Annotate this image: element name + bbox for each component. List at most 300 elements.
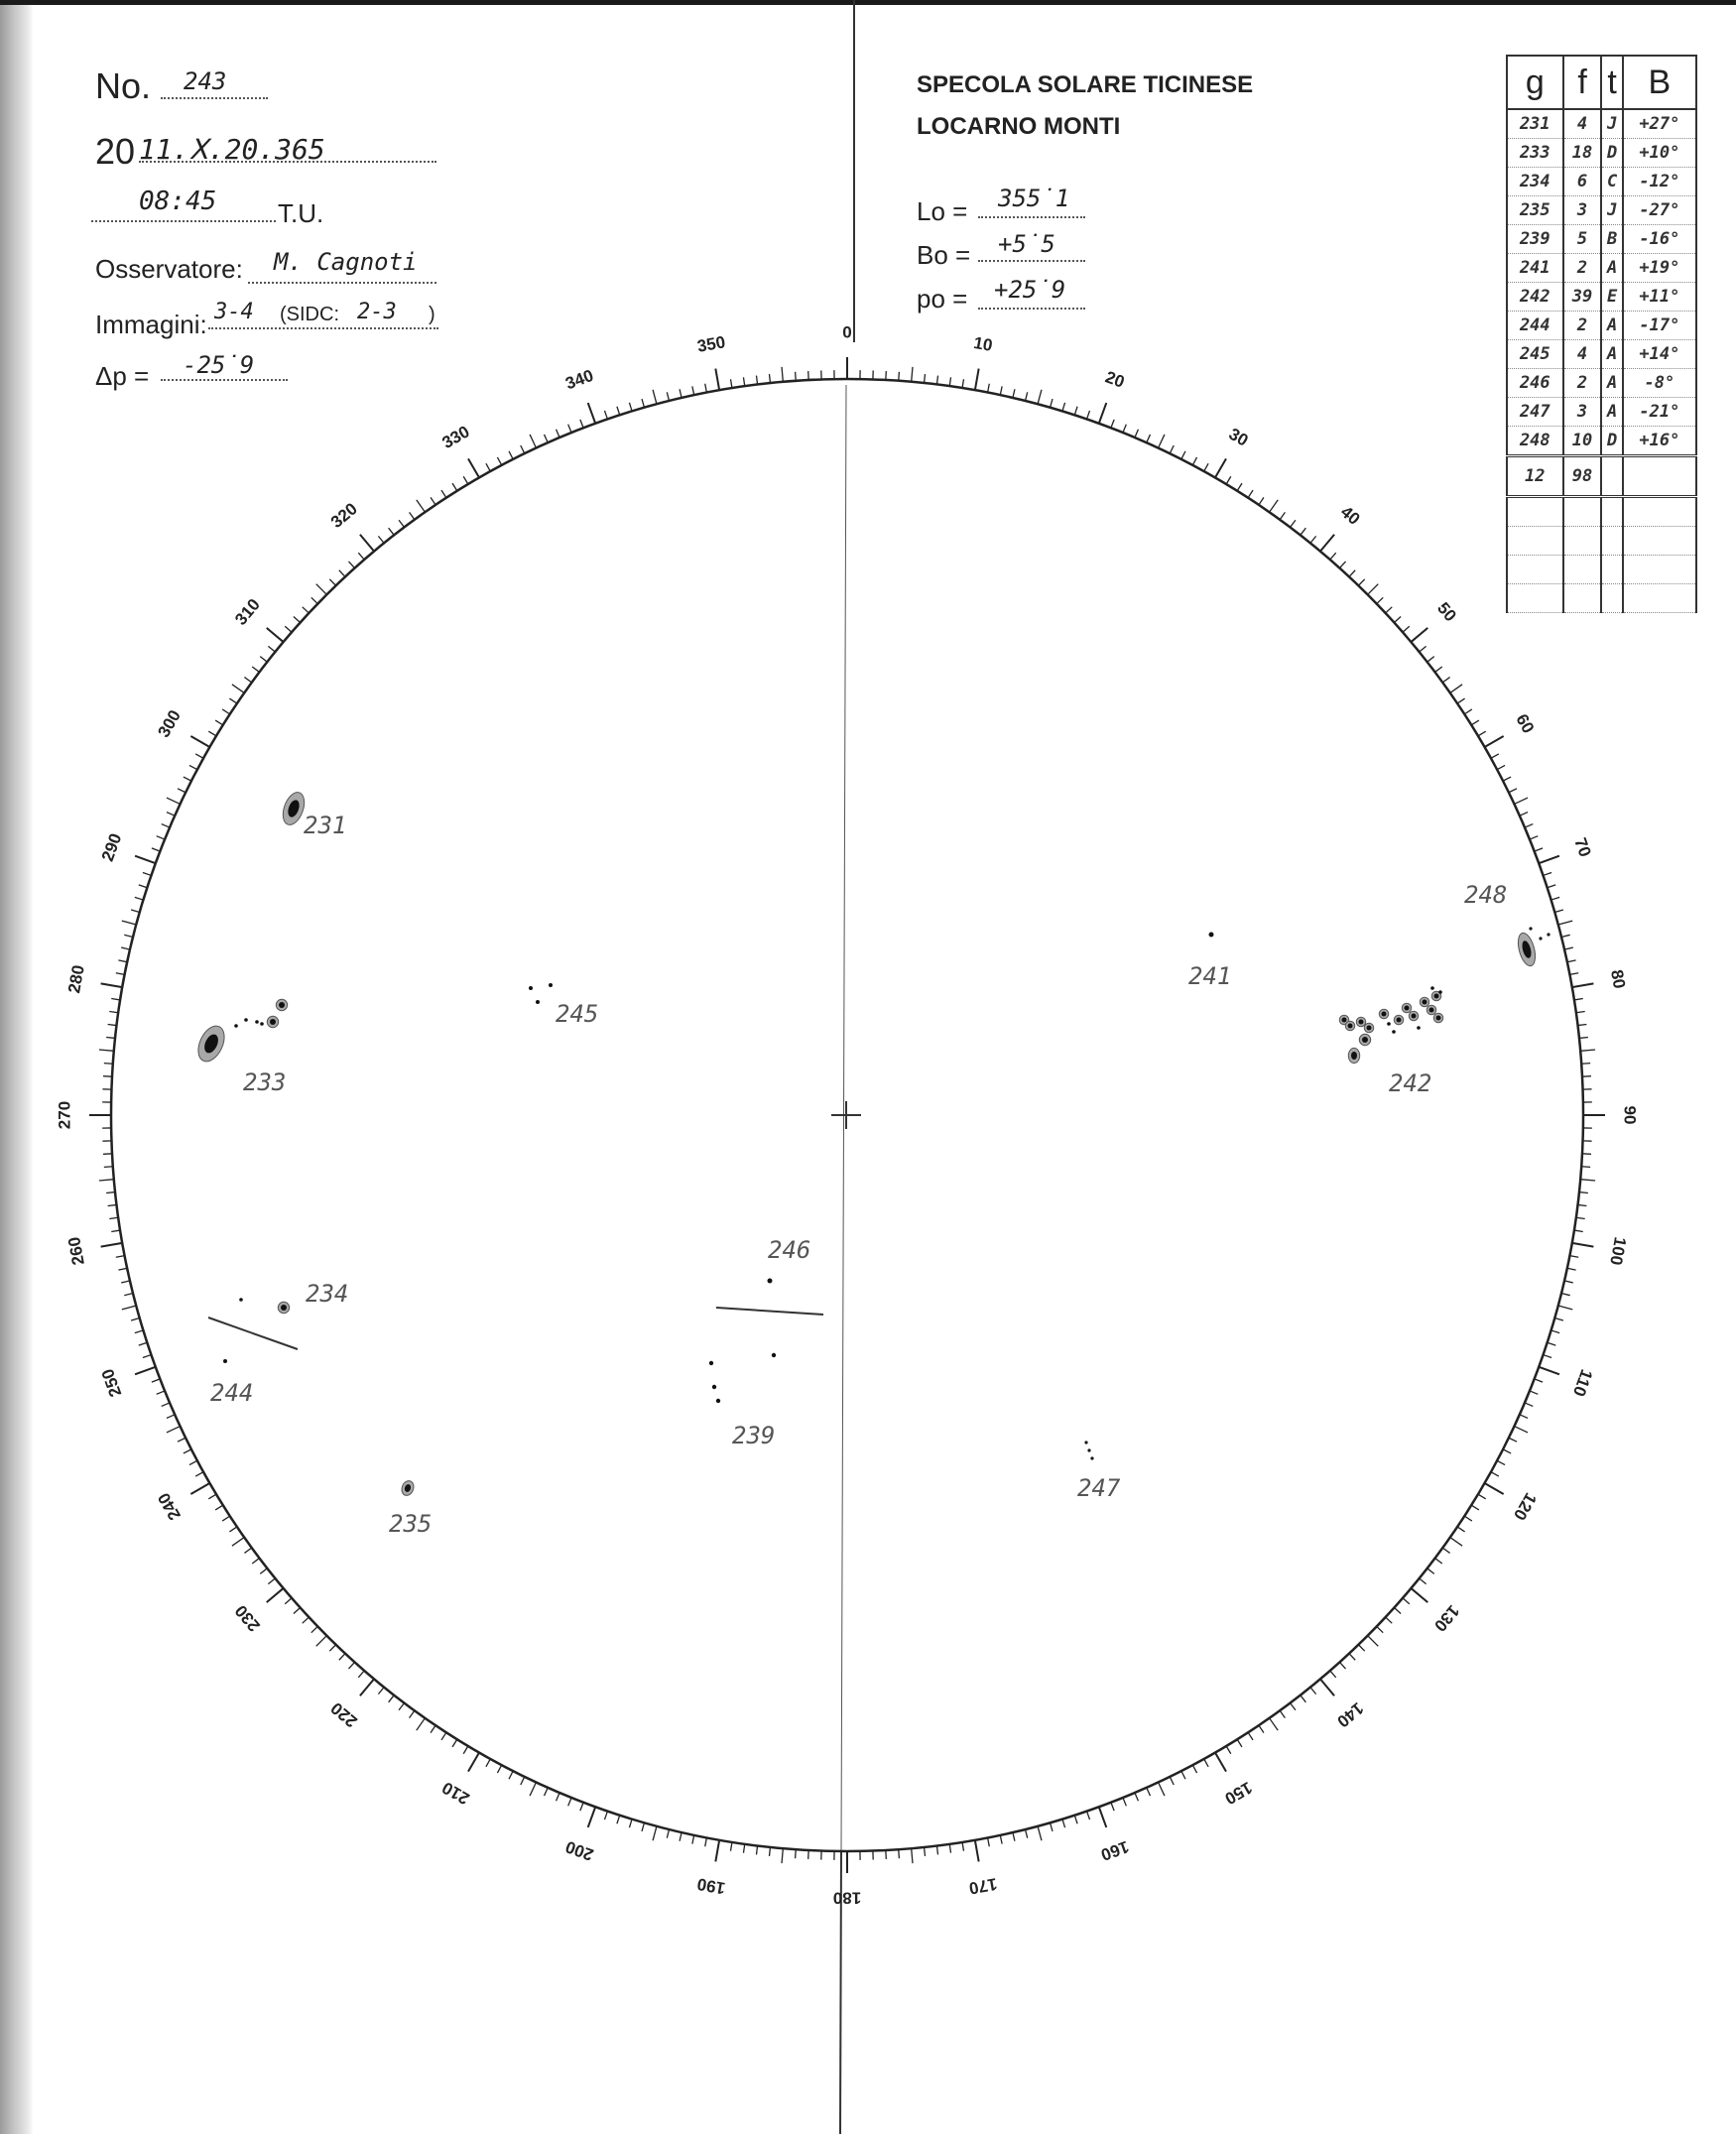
group-233-spot-umbra xyxy=(255,1020,259,1024)
cell-b: -17° xyxy=(1623,312,1696,340)
scale-tick xyxy=(1403,626,1410,632)
cell-f: 3 xyxy=(1563,398,1602,427)
cell-f: 4 xyxy=(1563,109,1602,139)
scale-tick xyxy=(215,1505,223,1510)
scale-tick xyxy=(604,1812,607,1820)
scale-tick xyxy=(285,1598,292,1604)
scale-tick xyxy=(1420,646,1426,652)
cell-g: 246 xyxy=(1507,369,1563,398)
group-242-spot-umbra xyxy=(1342,1018,1347,1023)
scale-tick xyxy=(1525,1403,1533,1407)
group-241-spot-umbra xyxy=(1209,933,1214,938)
scale-tick xyxy=(452,483,457,491)
scale-label: 20 xyxy=(1102,367,1127,392)
scale-tick xyxy=(101,983,123,987)
scale-tick xyxy=(521,445,525,453)
scale-tick xyxy=(1554,1318,1563,1320)
scale-tick xyxy=(1442,1548,1449,1553)
images-label: Immagini: xyxy=(95,310,207,339)
scale-label: 190 xyxy=(695,1874,727,1898)
cell-b: +11° xyxy=(1623,283,1696,312)
group-233-spot-umbra xyxy=(234,1024,238,1028)
scale-tick xyxy=(1062,1820,1065,1828)
scale-tick xyxy=(1026,392,1028,401)
scale-tick xyxy=(680,1832,682,1841)
col-b-header: B xyxy=(1623,56,1696,109)
group-label: 246 xyxy=(768,1236,811,1264)
scale-tick xyxy=(975,369,979,391)
scale-tick xyxy=(410,1710,415,1717)
scale-tick xyxy=(1539,856,1559,864)
group-label: 242 xyxy=(1389,1069,1432,1097)
scale-tick xyxy=(1450,1538,1462,1547)
scale-tick xyxy=(260,657,267,663)
scale-label: 160 xyxy=(1098,1836,1132,1865)
scale-tick xyxy=(1411,1588,1427,1602)
cell-b: +14° xyxy=(1623,340,1696,369)
scale-tick xyxy=(692,386,694,395)
scale-tick xyxy=(101,1243,123,1247)
cell-b: +27° xyxy=(1623,109,1696,139)
scale-tick xyxy=(109,1217,118,1218)
scale-tick xyxy=(796,1849,797,1858)
cell-f: 39 xyxy=(1563,283,1602,312)
scale-tick xyxy=(1442,678,1449,683)
scale-tick xyxy=(629,1820,632,1828)
scale-tick xyxy=(222,709,230,714)
date-value: 11.Ⅹ.20.365 xyxy=(139,133,325,166)
scale-tick xyxy=(417,500,426,512)
scale-tick xyxy=(189,765,197,769)
dp-label: Δp = xyxy=(95,361,150,391)
scale-tick xyxy=(899,372,900,381)
scale-tick xyxy=(410,512,415,519)
total-f: 98 xyxy=(1563,456,1602,497)
scale-tick xyxy=(1181,451,1185,459)
scale-tick xyxy=(1554,910,1563,912)
scale-tick xyxy=(1485,1483,1504,1494)
institution-place: LOCARNO MONTI xyxy=(917,113,1121,140)
scale-tick xyxy=(109,1011,118,1012)
scale-tick xyxy=(1301,1695,1306,1702)
group-233-spot-umbra xyxy=(279,1002,285,1008)
scale-label: 30 xyxy=(1225,424,1252,450)
group-label: 245 xyxy=(556,1000,599,1028)
group-242-spot-umbra xyxy=(1382,1012,1387,1017)
scale-tick xyxy=(99,1050,114,1051)
cell-g: 235 xyxy=(1507,196,1563,225)
cell-t: C xyxy=(1601,168,1622,196)
scale-tick xyxy=(303,1617,310,1623)
group-239-spot-umbra xyxy=(716,1399,720,1403)
scale-tick xyxy=(389,1695,395,1702)
scale-tick xyxy=(1544,872,1552,875)
scale-tick xyxy=(190,736,209,747)
scale-tick xyxy=(1577,1024,1586,1025)
scale-label: 10 xyxy=(972,332,994,355)
scale-tick xyxy=(782,367,783,382)
scale-tick xyxy=(1147,435,1151,442)
scale-label: 270 xyxy=(55,1100,74,1130)
cell-t: A xyxy=(1601,254,1622,283)
scale-tick xyxy=(463,1746,468,1754)
scale-tick xyxy=(1147,1788,1151,1796)
scale-label: 320 xyxy=(326,499,361,532)
scale-tick xyxy=(131,910,140,912)
group-246-spot-umbra xyxy=(768,1279,773,1284)
group-label: 231 xyxy=(304,812,347,839)
group-248-spot-umbra xyxy=(1529,927,1532,930)
cell-f: 18 xyxy=(1563,139,1602,168)
scale-tick xyxy=(1561,935,1570,937)
scale-tick xyxy=(1026,1829,1028,1838)
cell-b: -16° xyxy=(1623,225,1696,254)
group-247-spot-umbra xyxy=(1090,1456,1093,1459)
lo-label: Lo = xyxy=(917,196,968,226)
scale-tick xyxy=(617,407,620,416)
scale-tick xyxy=(1564,1281,1573,1283)
scale-tick xyxy=(1581,1167,1590,1168)
scale-tick xyxy=(1471,720,1479,725)
scale-tick xyxy=(232,685,244,693)
scale-tick xyxy=(184,1449,191,1453)
group-label: 244 xyxy=(210,1379,254,1407)
scale-tick xyxy=(949,1844,950,1853)
scale-tick xyxy=(303,607,310,613)
group-242-spot-umbra xyxy=(1387,1022,1391,1026)
scale-label: 0 xyxy=(842,322,852,342)
scale-tick xyxy=(1074,1816,1077,1824)
scale-tick xyxy=(680,389,682,398)
scale-tick xyxy=(715,369,719,391)
scale-tick xyxy=(106,1037,115,1038)
scale-tick xyxy=(1062,403,1065,412)
cell-t: A xyxy=(1601,369,1622,398)
scale-tick xyxy=(1569,973,1578,975)
scale-tick xyxy=(1111,1803,1114,1811)
scale-tick xyxy=(1503,1449,1511,1453)
scale-tick xyxy=(252,667,259,672)
scale-tick xyxy=(1248,1732,1253,1740)
scale-tick xyxy=(208,731,216,736)
scale-tick xyxy=(1572,1243,1594,1247)
group-234-spot-umbra xyxy=(281,1305,287,1311)
cell-t: J xyxy=(1601,109,1622,139)
scale-tick xyxy=(796,372,797,381)
scale-tick xyxy=(1491,754,1499,758)
scale-label: 200 xyxy=(562,1836,596,1865)
scale-tick xyxy=(162,824,170,828)
scale-tick xyxy=(1358,579,1364,585)
scale-tick xyxy=(167,1427,181,1433)
scale-tick xyxy=(1170,1777,1174,1785)
scale-tick xyxy=(1485,736,1504,747)
scale-tick xyxy=(486,463,490,471)
cell-g: 231 xyxy=(1507,109,1563,139)
po-value: +25˙9 xyxy=(994,276,1066,304)
scale-tick xyxy=(1535,1379,1543,1382)
scale-tick xyxy=(509,1771,513,1779)
scale-tick xyxy=(1530,836,1538,839)
cell-f: 2 xyxy=(1563,369,1602,398)
group-242-spot-umbra xyxy=(1434,994,1439,999)
group-233-spot-umbra xyxy=(270,1019,276,1025)
scale-tick xyxy=(667,392,669,401)
scale-tick xyxy=(899,1849,900,1858)
scale-tick xyxy=(769,1847,770,1856)
scale-tick xyxy=(1038,390,1042,404)
scale-tick xyxy=(912,367,913,382)
scale-tick xyxy=(1215,1753,1226,1772)
group-label: 233 xyxy=(243,1068,287,1096)
group-245-spot-umbra xyxy=(536,1000,540,1004)
group-245-spot-umbra xyxy=(529,986,533,990)
scale-label: 250 xyxy=(97,1366,126,1400)
scale-tick xyxy=(1386,1617,1393,1623)
cell-b: +16° xyxy=(1623,427,1696,456)
time-unit: T.U. xyxy=(278,198,324,228)
scale-tick xyxy=(244,678,251,683)
scale-tick xyxy=(116,973,125,975)
scale-label: 50 xyxy=(1433,598,1460,626)
col-t-header: t xyxy=(1601,56,1622,109)
scale-tick xyxy=(1358,1645,1364,1651)
scale-tick xyxy=(215,720,223,725)
scale-tick xyxy=(329,579,335,585)
time-value: 08:45 xyxy=(139,187,217,216)
scale-tick xyxy=(1551,897,1560,900)
scale-tick xyxy=(1330,1671,1336,1678)
scale-tick xyxy=(189,1460,197,1464)
group-label: 247 xyxy=(1077,1474,1121,1502)
scale-tick xyxy=(339,1654,345,1661)
scale-tick xyxy=(1310,1688,1316,1695)
group-242-spot-umbra xyxy=(1417,1026,1421,1030)
group-239-spot-umbra xyxy=(772,1353,776,1357)
cell-g: 234 xyxy=(1507,168,1563,196)
cell-t: B xyxy=(1601,225,1622,254)
scale-tick xyxy=(360,1679,374,1695)
scale-tick xyxy=(1111,420,1114,428)
scale-tick xyxy=(782,1848,783,1863)
scale-tick xyxy=(122,921,136,925)
scale-tick xyxy=(1394,616,1401,622)
dp-value: -25˙9 xyxy=(183,351,255,379)
scale-tick xyxy=(1204,463,1208,471)
group-242-spot-umbra xyxy=(1397,1018,1402,1023)
scale-tick xyxy=(122,1306,136,1310)
scale-tick xyxy=(1491,1472,1499,1476)
scale-label: 220 xyxy=(326,1698,361,1731)
scale-tick xyxy=(360,535,374,552)
scale-tick xyxy=(1450,685,1462,693)
scale-label: 290 xyxy=(97,830,126,864)
sidc-close: ) xyxy=(429,304,435,325)
scale-tick xyxy=(452,1739,457,1747)
scale-tick xyxy=(1270,1718,1279,1730)
scale-tick xyxy=(1403,1598,1410,1604)
scale-tick xyxy=(1099,1807,1107,1827)
scale-tick xyxy=(1558,1306,1572,1310)
scale-tick xyxy=(268,1578,275,1584)
scale-tick xyxy=(1567,1268,1576,1270)
scale-tick xyxy=(1567,960,1576,962)
scale-tick xyxy=(162,1403,170,1407)
scale-tick xyxy=(1478,731,1486,736)
scale-tick xyxy=(1514,798,1528,804)
orientation-strokes xyxy=(208,1308,823,1349)
scale-tick xyxy=(468,1753,479,1772)
scale-tick xyxy=(358,553,364,560)
cell-f: 5 xyxy=(1563,225,1602,254)
scale-tick xyxy=(521,1777,525,1785)
sunspot-drawings xyxy=(193,790,1550,1497)
cell-b: +10° xyxy=(1623,139,1696,168)
scale-tick xyxy=(1280,1710,1285,1717)
cell-g: 245 xyxy=(1507,340,1563,369)
lo-value: 355˙1 xyxy=(998,185,1070,212)
scale-tick xyxy=(497,457,501,465)
scale-tick xyxy=(1520,1415,1528,1419)
cell-f: 3 xyxy=(1563,196,1602,225)
scale-tick xyxy=(1576,1217,1585,1218)
scale-tick xyxy=(925,374,926,383)
total-g: 12 xyxy=(1507,456,1563,497)
scale-tick xyxy=(167,813,175,816)
scale-tick xyxy=(1259,1725,1264,1732)
scale-tick xyxy=(530,435,536,448)
images-value: 3-4 xyxy=(214,300,254,324)
date-prefix: 20 xyxy=(95,131,136,172)
scale-tick xyxy=(348,1662,354,1669)
group-242-spot-umbra xyxy=(1430,986,1434,990)
scale-tick xyxy=(135,856,156,864)
col-f-header: f xyxy=(1563,56,1602,109)
scale-tick xyxy=(1226,1746,1231,1754)
cell-t: E xyxy=(1601,283,1622,312)
scale-tick xyxy=(1581,1064,1590,1065)
cell-t: D xyxy=(1601,427,1622,456)
scale-tick xyxy=(399,1703,404,1710)
scale-tick xyxy=(1135,1793,1139,1801)
scale-tick xyxy=(1579,1037,1588,1038)
scale-tick xyxy=(311,1626,317,1632)
scale-tick xyxy=(988,1837,990,1846)
scale-tick xyxy=(653,1826,657,1840)
scale-tick xyxy=(962,1842,963,1851)
scale-tick xyxy=(975,1840,979,1862)
scale-label: 110 xyxy=(1568,1366,1597,1399)
group-233-spot-umbra xyxy=(260,1022,264,1026)
po-label: po = xyxy=(917,284,968,314)
scale-tick xyxy=(557,1793,560,1801)
scale-label: 130 xyxy=(1430,1601,1463,1636)
scale-tick xyxy=(1577,1204,1586,1205)
scale-tick xyxy=(1457,1527,1464,1532)
scale-tick xyxy=(139,1342,148,1345)
scale-tick xyxy=(588,403,596,424)
scale-tick xyxy=(1123,1798,1126,1806)
scale-tick xyxy=(152,1379,160,1382)
cell-g: 248 xyxy=(1507,427,1563,456)
scale-tick xyxy=(267,628,284,642)
group-label: 234 xyxy=(306,1280,349,1308)
scale-tick xyxy=(1525,824,1533,828)
scale-tick xyxy=(118,960,127,962)
cell-t: D xyxy=(1601,139,1622,168)
scale-tick xyxy=(1457,698,1464,703)
scale-tick xyxy=(294,1607,301,1613)
no-value: 243 xyxy=(184,67,227,95)
scale-tick xyxy=(1530,1391,1538,1394)
scale-tick xyxy=(912,1848,913,1863)
group-234-spot-umbra xyxy=(239,1298,243,1302)
cell-b: -27° xyxy=(1623,196,1696,225)
scale-tick xyxy=(1215,458,1226,477)
cell-b: -12° xyxy=(1623,168,1696,196)
scale-tick xyxy=(936,1845,937,1854)
group-242-spot-umbra xyxy=(1423,1000,1427,1005)
scale-tick xyxy=(1497,1460,1505,1464)
scale-tick xyxy=(1564,947,1573,949)
scale-tick xyxy=(1330,553,1336,560)
group-239-spot-umbra xyxy=(712,1385,716,1389)
scale-tick xyxy=(1087,1812,1090,1820)
scale-tick xyxy=(1514,1427,1528,1433)
scale-tick xyxy=(1000,1835,1002,1844)
scale-label: 310 xyxy=(231,594,264,629)
scale-tick xyxy=(1000,386,1002,395)
scale-label: 180 xyxy=(832,1888,862,1908)
scale-tick xyxy=(1509,789,1517,793)
scale-tick xyxy=(1192,1765,1196,1773)
scale-tick xyxy=(124,935,133,937)
cell-g: 239 xyxy=(1507,225,1563,254)
group-233-spot-umbra xyxy=(244,1018,248,1022)
scale-tick xyxy=(348,562,354,568)
scale-tick xyxy=(1478,1494,1486,1499)
scale-tick xyxy=(1349,1654,1355,1661)
scale-tick xyxy=(545,435,549,442)
scale-tick xyxy=(568,1798,571,1806)
scale-tick xyxy=(316,584,327,595)
scale-tick xyxy=(1013,389,1015,398)
group-242-spot-umbra xyxy=(1392,1030,1396,1034)
scale-tick xyxy=(580,1803,583,1811)
scale-tick xyxy=(229,1527,236,1532)
scale-tick xyxy=(1471,1505,1479,1510)
scale-tick xyxy=(1301,528,1306,535)
cell-t: A xyxy=(1601,340,1622,369)
scale-tick xyxy=(1427,1569,1434,1574)
scale-tick xyxy=(1572,983,1594,987)
scale-tick xyxy=(743,1844,744,1853)
scale-tick xyxy=(1310,536,1316,543)
scale-tick xyxy=(1551,1330,1560,1333)
scale-label: 280 xyxy=(64,963,88,995)
cell-g: 241 xyxy=(1507,254,1563,283)
scale-tick xyxy=(1204,1759,1208,1767)
scale-tick xyxy=(743,377,744,386)
scale-tick xyxy=(1539,1367,1559,1375)
scale-tick xyxy=(208,1494,216,1499)
scale-tick xyxy=(1159,1782,1165,1796)
scale-tick xyxy=(715,1840,719,1862)
scale-label: 300 xyxy=(154,706,186,741)
scale-tick xyxy=(104,1064,113,1065)
scale-tick xyxy=(604,411,607,420)
scale-tick xyxy=(178,789,186,793)
